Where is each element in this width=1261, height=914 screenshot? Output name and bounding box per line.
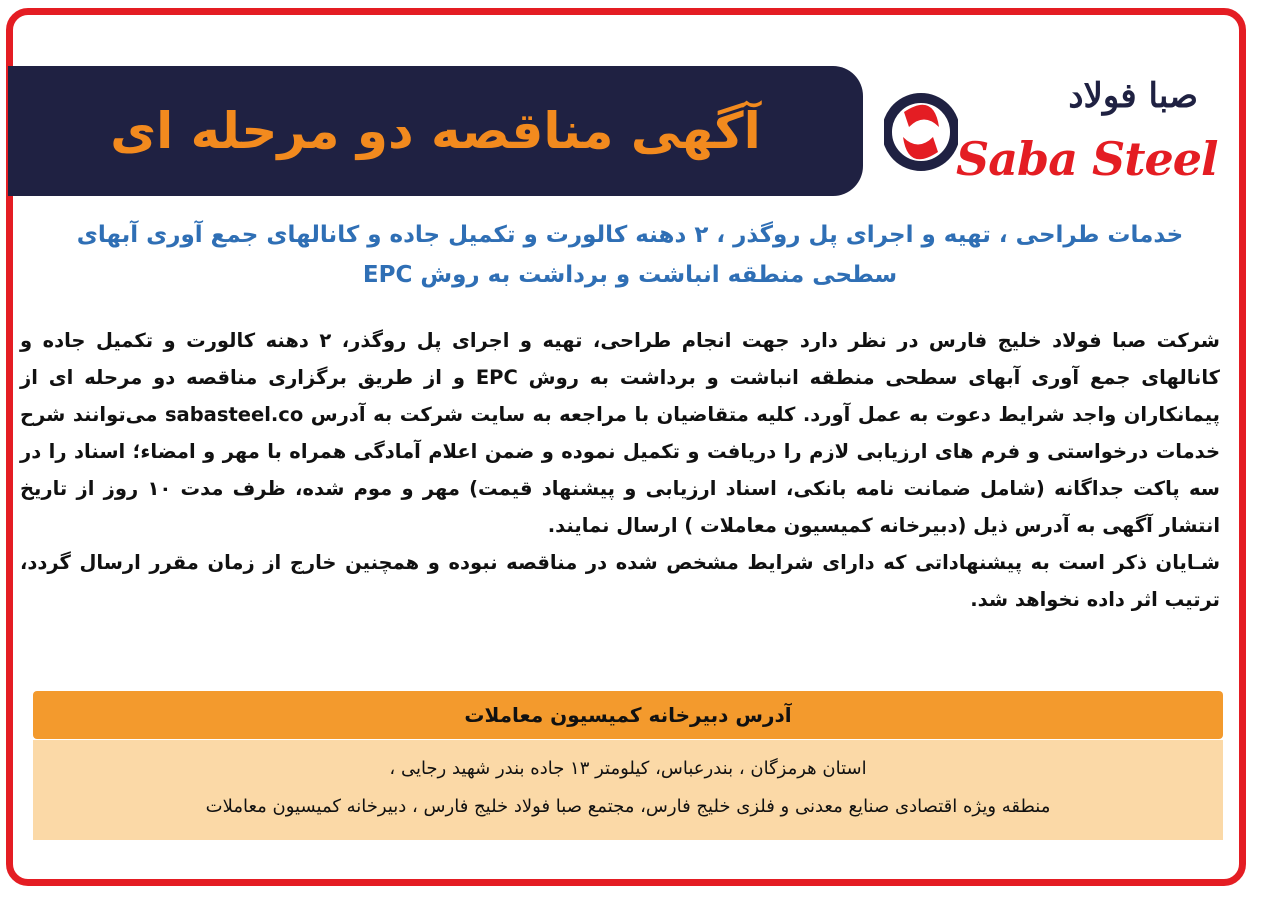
company-logo xyxy=(878,66,1218,196)
address-line-2: منطقه ویژه اقتصادی صنایع معدنی و فلزی خلیج فارس، مجتمع صبا فولاد خلیج فارس ، دبیرخانه کمیسیون معاملات xyxy=(205,796,1051,817)
logo-persian-text: صبا فولاد xyxy=(1068,76,1198,116)
tender-subject xyxy=(40,215,1220,295)
address-line-1: استان هرمزگان ، بندرعباس، کیلومتر ۱۳ جاده بندر شهید رجایی ، xyxy=(389,758,867,779)
logo-english-text: Saba Steel xyxy=(956,132,1218,186)
page-title: آگهی مناقصه دو مرحله ای xyxy=(110,102,761,160)
subject-line-1: خدمات طراحی ، تهیه و اجرای پل روگذر ، ۲ دهنه کالورت و تکمیل جاده و کانالهای جمع آوری آبهای xyxy=(76,222,1184,248)
body-paragraph-1: شرکت صبا فولاد خلیج فارس در نظر دارد جهت انجام طراحی، تهیه و اجرای پل روگذر، ۲ دهنه کالورت و تکمیل جاده و کانالهای جمع آوری آبهای سطحی منطقه انباشت و برداشت به روش EPC و از طریق برگزاری مناقصه دو مرحله ای از پیمانکاران واجد شرایط دعوت به عمل آورد. کلیه متقاضیان با مراجعه به سایت شرکت به آدرس sabasteel.co می‌توانند شرح خدمات درخواستی و فرم های ارزیابی لازم را دریافت و تکمیل نموده و ضمن اعلام آمادگی همراه با مهر و امضاء؛ اسناد را در سه پاکت جداگانه (شامل ضمانت نامه بانکی، اسناد ارزیابی و پیشنهاد قیمت) مهر و موم شده، ظرف مدت ۱۰ روز از تاریخ انتشار آگهی به آدرس ذیل (دبیرخانه کمیسیون معاملات ) ارسال نمایند. xyxy=(20,329,1220,537)
address-box xyxy=(33,740,1223,840)
body-paragraph-2: شـایان ذکر است به پیشنهاداتی که دارای شرایط مشخص شده در مناقصه نبوده و همچنین خارج از زمان مقرر ارسال گردد، ترتیب اثر داده نخواهد شد. xyxy=(20,551,1220,611)
subject-line-2: سطحی منطقه انباشت و برداشت به روش EPC xyxy=(362,262,898,288)
saba-steel-logo-icon xyxy=(884,82,958,182)
title-banner xyxy=(8,66,863,196)
address-heading: آدرس دبیرخانه کمیسیون معاملات xyxy=(33,691,1223,739)
announcement-body xyxy=(20,322,1220,618)
